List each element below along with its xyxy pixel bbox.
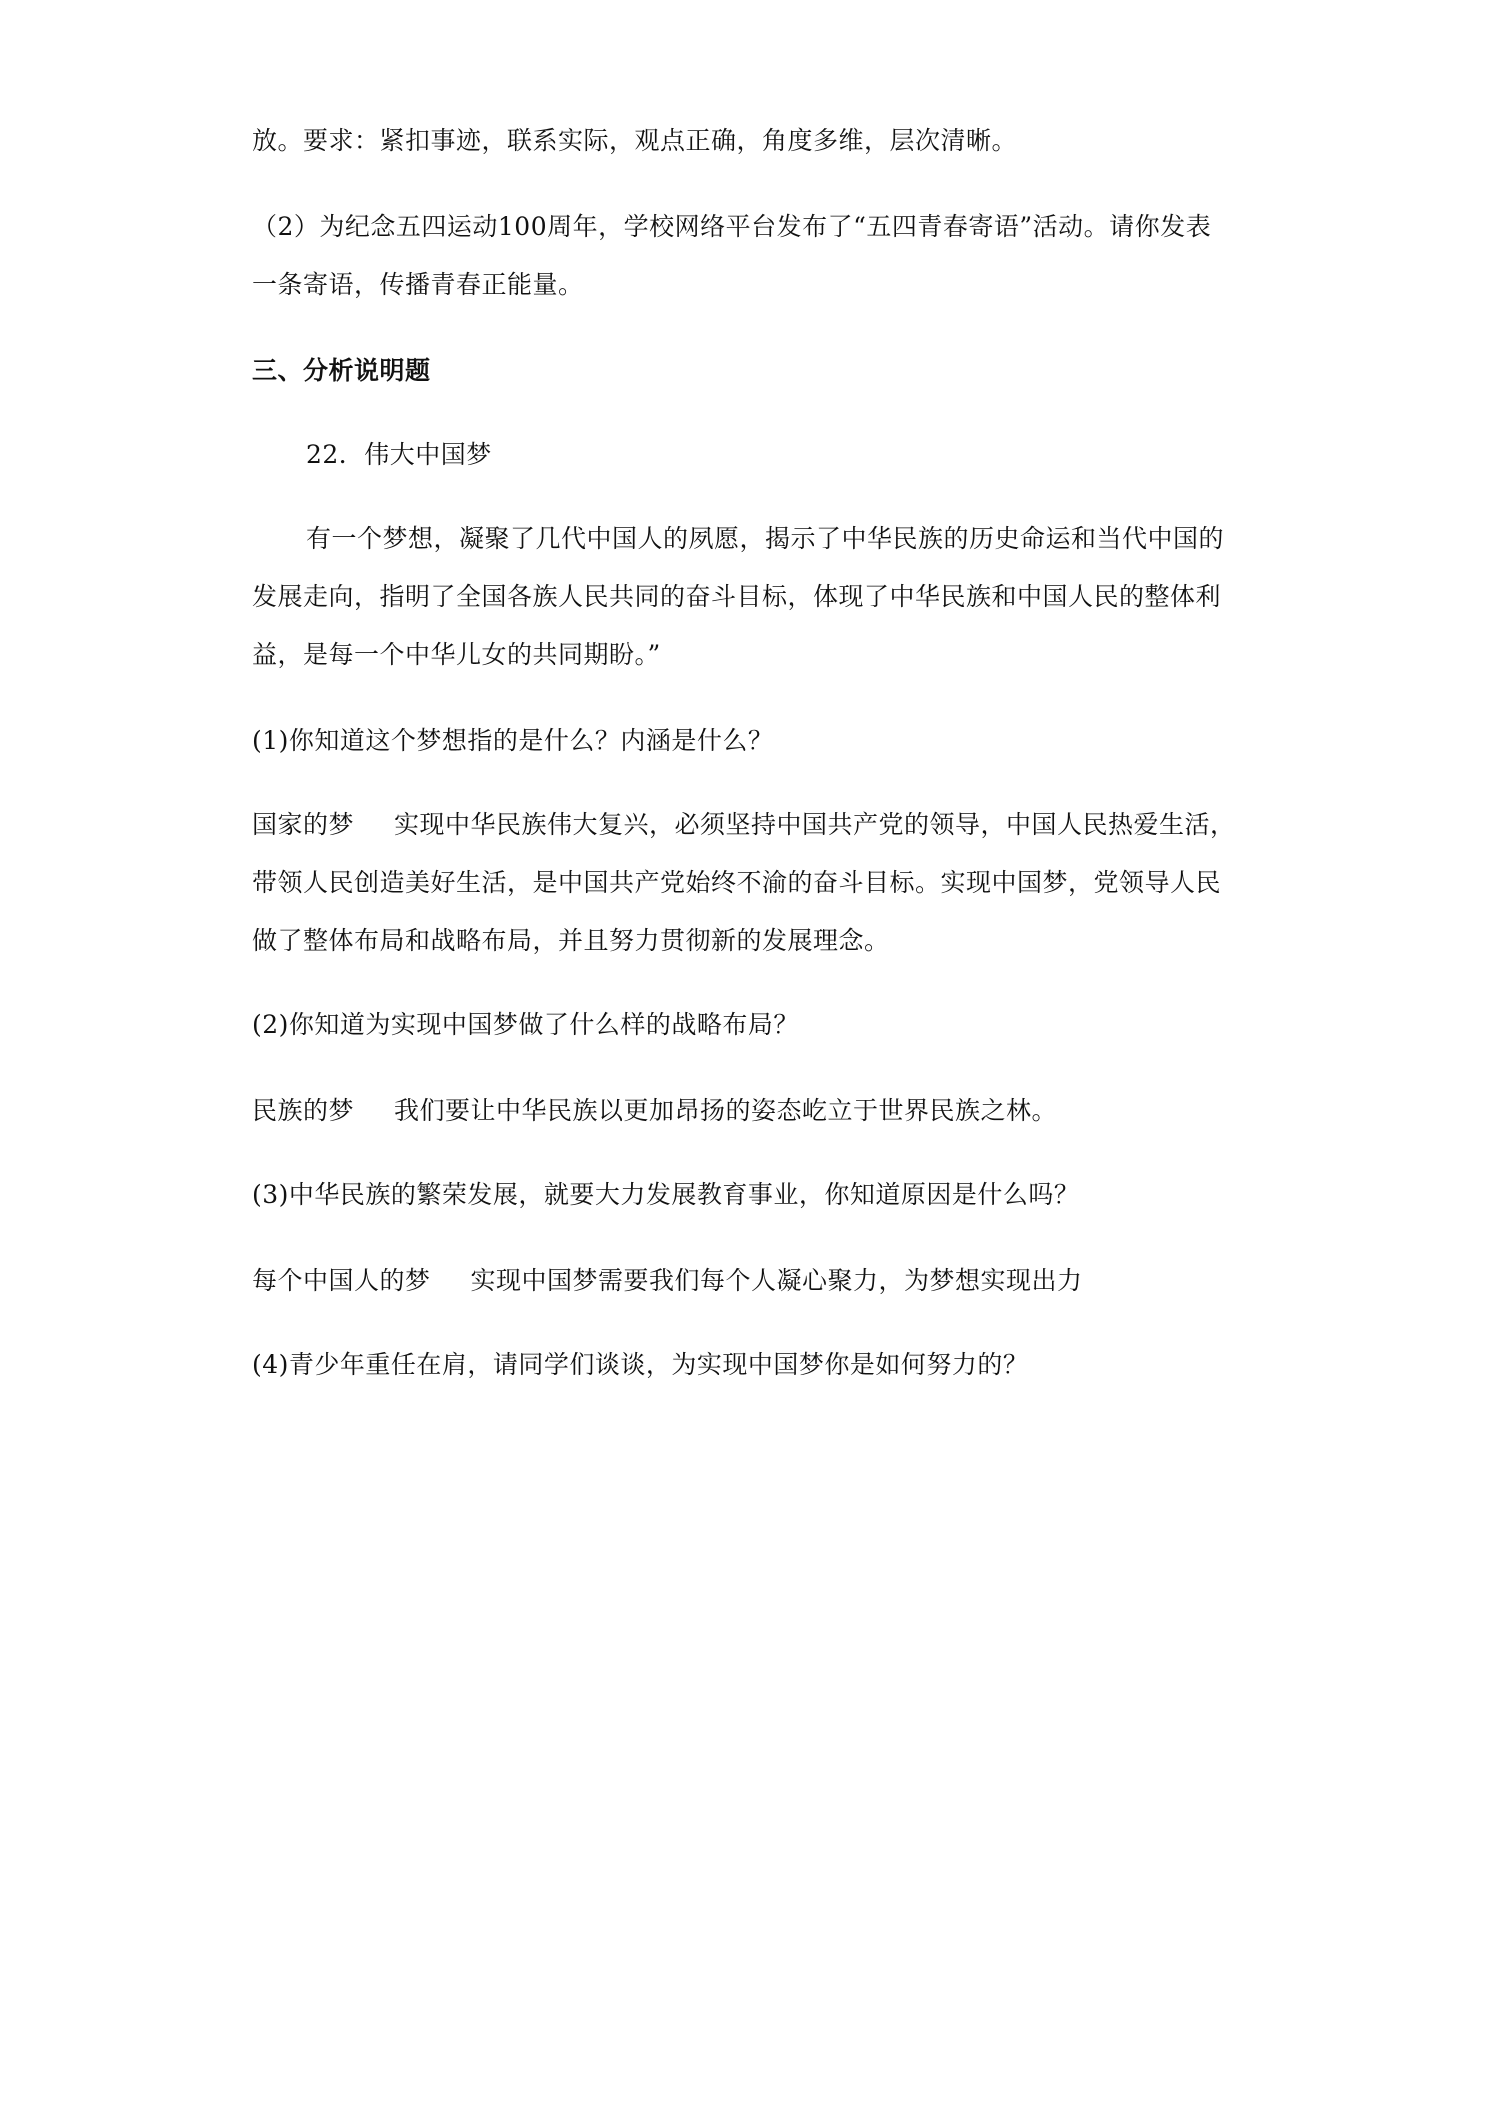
passage-line-1: 有一个梦想，凝聚了几代中国人的夙愿，揭示了中华民族的历史命运和当代中国的: [306, 524, 1225, 553]
sub-question-2: (2)你知道为实现中国梦做了什么样的战略布局？: [252, 1010, 799, 1039]
answer-3-line: [252, 1264, 1083, 1298]
answer-2-line: [252, 1094, 1057, 1128]
question-22-title: 22．伟大中国梦: [306, 440, 492, 469]
answer-1-text: 实现中华民族伟大复兴，必须坚持中国共产党的领导，中国人民热爱生活，: [394, 810, 1236, 839]
answer-2-text: 我们要让中华民族以更加昂扬的姿态屹立于世界民族之林。: [394, 1096, 1058, 1125]
sub-question-3: (3)中华民族的繁荣发展，就要大力发展教育事业，你知道原因是什么吗？: [252, 1180, 1080, 1209]
answer-1-line-1: [252, 808, 1236, 842]
passage-line-3: 益，是每一个中华儿女的共同期盼。”: [252, 640, 661, 669]
answer-3-text: 实现中国梦需要我们每个人凝心聚力，为梦想实现出力: [470, 1266, 1083, 1295]
text-line: 放。要求：紧扣事迹，联系实际，观点正确，角度多维，层次清晰。: [252, 126, 1018, 155]
sub-question-1: (1)你知道这个梦想指的是什么？内涵是什么？: [252, 726, 774, 755]
sub-question-4: (4)青少年重任在肩，请同学们谈谈，为实现中国梦你是如何努力的？: [252, 1350, 1029, 1379]
passage-line-2: 发展走向，指明了全国各族人民共同的奋斗目标，体现了中华民族和中国人民的整体利: [252, 582, 1222, 611]
answer-label-national-dream: 国家的梦: [252, 810, 355, 839]
section-heading: 三、分析说明题: [252, 356, 431, 385]
question-2-line-1: （2）为纪念五四运动100周年，学校网络平台发布了“五四青春寄语”活动。请你发表: [252, 212, 1212, 241]
answer-1-line-2: 带领人民创造美好生活，是中国共产党始终不渝的奋斗目标。实现中国梦，党领导人民: [252, 868, 1222, 897]
answer-label-nation-dream: 民族的梦: [252, 1096, 355, 1125]
answer-label-personal-dream: 每个中国人的梦: [252, 1266, 431, 1295]
answer-1-line-3: 做了整体布局和战略布局，并且努力贯彻新的发展理念。: [252, 926, 890, 955]
question-2-line-2: 一条寄语，传播青春正能量。: [252, 270, 584, 299]
